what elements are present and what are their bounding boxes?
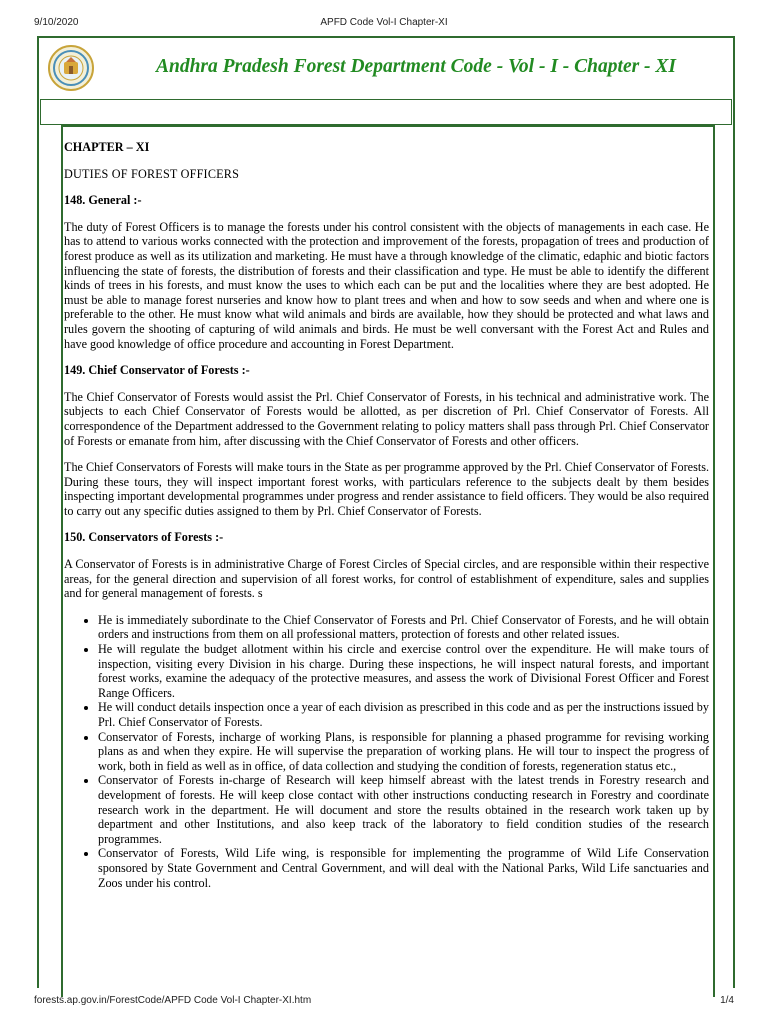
list-item: • He will conduct details inspection once a year of each division as prescribed in this code and as per the instructions issued by Prl. Chief Conservator of Forests. — [98, 700, 709, 729]
list-item: • He will regulate the budget allotment within his circle and exercise control over the expenditure. He will make tours of inspection, visiting every Division in his charge. During these inspections, he will inspect natural forests, and important forest works, examine the adequacy of the protective measures, and assess the work of Divisional Forest Officer and Forest Range Officers. — [98, 642, 709, 700]
list-item: • Conservator of Forests, incharge of working Plans, is responsible for planning a phased programme for revising working plans as and when they expire. He will supervise the preparation of working plans. He will tour to inspect the progress of work, both in field as well as in office, of data collection and studying the condition of forests, regeneration status etc., — [98, 730, 709, 774]
print-header — [0, 0, 768, 30]
section-148-heading: 148. General :- — [64, 193, 142, 208]
section-150-paragraph: A Conservator of Forests is in administrative Charge of Forest Circles of Special circles, and are responsible within their respective areas, for the general direction and supervision of all forest works, for control of establishment of expenditure, sales and supplies and for general management of forests. s — [64, 557, 709, 601]
section-149-paragraph-2: The Chief Conservators of Forests will make tours in the State as per programme approved by the Prl. Chief Conservator of Forests. During these tours, they will inspect important forest works, with particulars reference to the subjects dealt by them besides inspecting important developmental programmes under progress and render assistance to field officers. They would be also required to carry out any specific duties assigned to them by Prl. Chief Conservator of Forests. — [64, 460, 709, 518]
print-url: forests.ap.gov.in/ForestCode/APFD Code Vol-I Chapter-XI.htm — [34, 995, 312, 1006]
list-item: • Conservator of Forests in-charge of Research will keep himself abreast with the latest trends in Forestry research and development of forests. He will keep close contact with other instructions conducting research in Forestry and coordinate research work in the department. He will document and store the results obtained in the research work taken up by department and other Institutions, and also keep track of the laboratory to field condition studies of the research programmes. — [98, 773, 709, 846]
state-emblem-icon — [47, 44, 95, 92]
section-149-heading: 149. Chief Conservator of Forests :- — [64, 363, 250, 378]
print-page-number: 1/4 — [720, 995, 734, 1006]
navigation-bar — [40, 99, 732, 125]
section-149-paragraph-1: The Chief Conservator of Forests would assist the Prl. Chief Conservator of Forests, in his technical and administrative work. The subjects to each Chief Conservator of Forests would be allotted, as per discretion of Prl. Chief Conservator of Forests. All correspondence of the Department addressed to the Government relating to policy matters shall pass through Prl. Chief Conservator of Forests or emanate from him, after discussing with the Chief Conservator of Forests and other officers. — [64, 389, 709, 448]
print-date: 9/10/2020 — [34, 17, 79, 28]
page-banner — [39, 38, 733, 98]
section-150-duties-list — [64, 613, 709, 890]
chapter-heading: CHAPTER – XI — [64, 140, 150, 154]
list-item: • He is immediately subordinate to the Chief Conservator of Forests and Prl. Chief Conservator of Forests, and he will obtain orders and instructions from them on all professional matters, protection of forests and other related issues. — [98, 613, 709, 642]
print-footer — [0, 992, 768, 1012]
print-doc-title: APFD Code Vol-I Chapter-XI — [320, 17, 448, 28]
banner-title: Andhra Pradesh Forest Department Code - Vol - I - Chapter - XI — [155, 56, 677, 77]
page-frame — [37, 36, 735, 988]
chapter-subtitle: DUTIES OF FOREST OFFICERS — [64, 166, 240, 181]
list-item: • Conservator of Forests, Wild Life wing, is responsible for implementing the programme of Wild Life Conservation sponsored by State Government and Central Government, and will deal with the National Parks, Wild Life sanctuaries and Zoos under his control. — [98, 846, 709, 890]
chapter-content — [64, 128, 709, 890]
section-150-heading: 150. Conservators of Forests :- — [64, 530, 224, 545]
section-148-paragraph: The duty of Forest Officers is to manage the forests under his control consistent with the objects of managements in each case. He has to attend to various works connected with the protection and improvement of the forests, propagation of trees and production of forest produce as well as its utilization and marketing. He must have a through knowledge of the climatic, edaphic and biotic factors influencing the state of forests, the distribution of forests and their classification and type. He must be able to identify the different kinds of trees in his forests, and must know the uses to which each can be put and the localities where they are best adopted. He must be able to manage forest nurseries and know how to plant trees and when and how to sow seeds and when and where one is preferable to the other. He must know what wild animals and birds are available, how they should be protected and what laws and rules govern the shooting of capturing of wild animals and birds. He must be well conversant with the Forest Act and Rules and have good knowledge of office procedure and accounting in Forest Department. — [64, 219, 709, 351]
